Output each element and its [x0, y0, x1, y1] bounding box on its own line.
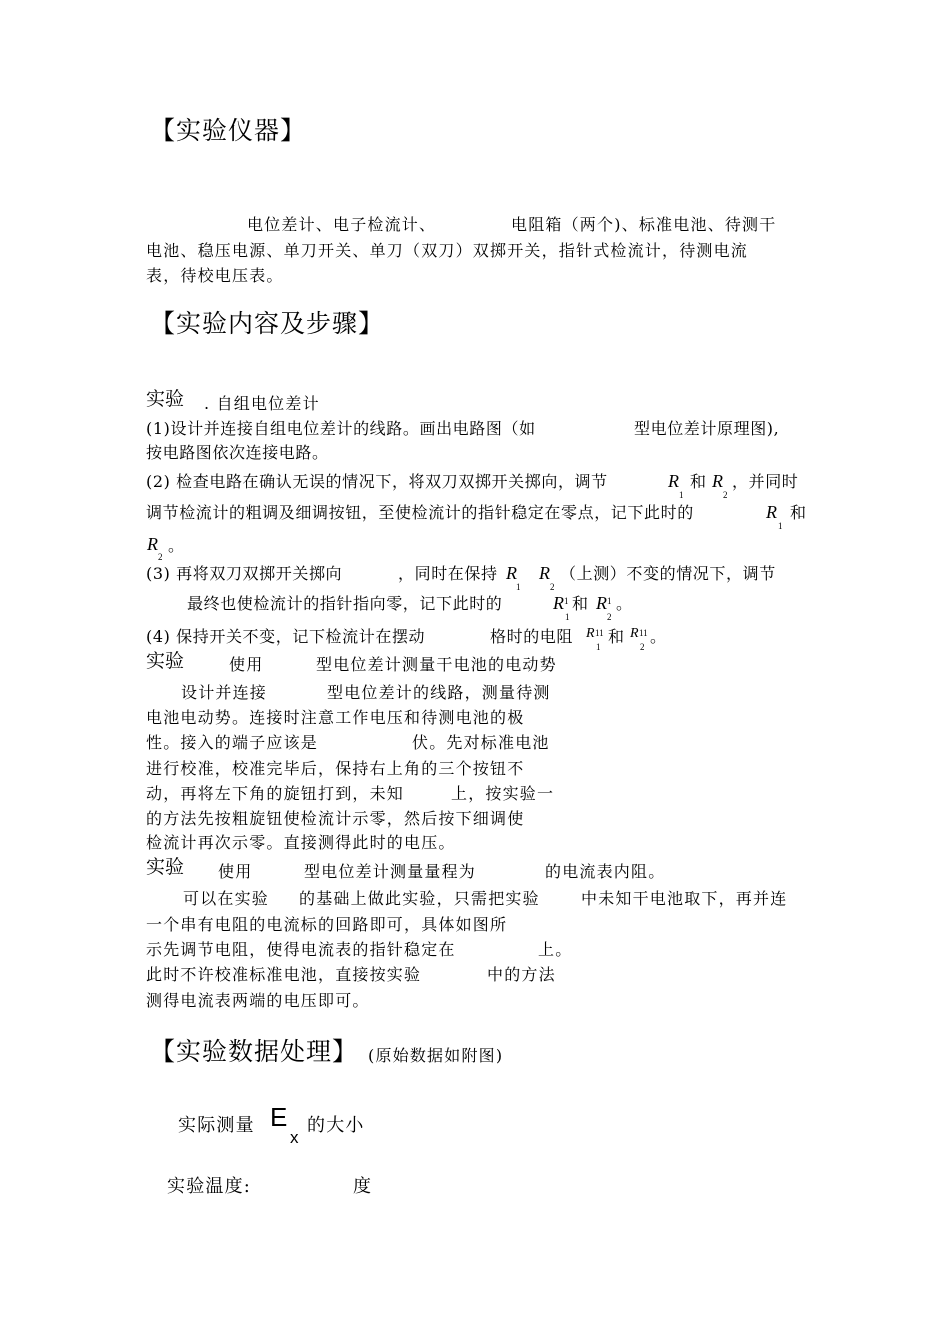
exp1-step2-b: 和 [690, 472, 707, 491]
exp1-step3-a: (3) 再将双刀双掷开关掷向 [146, 564, 343, 583]
exp1-title: . 自组电位差计 [204, 394, 320, 413]
temperature-unit: 度 [353, 1176, 373, 1197]
exp2-label: 实验 [146, 650, 185, 672]
symbol-r2-prime-sup: 1 [607, 596, 612, 606]
exp1-step4-d: 。 [650, 627, 667, 646]
content-heading: 【实验内容及步骤】 [150, 309, 385, 338]
exp1-step4-b: 格时的电阻 [490, 627, 574, 646]
instruments-heading: 【实验仪器】 [150, 116, 307, 145]
symbol-r2-sub: 2 [723, 490, 728, 500]
exp3-line-4a: 此时不许校准标准电池，直接按实验 [146, 965, 422, 984]
symbol-r1-dprime-sup: 11 [595, 628, 604, 638]
symbol-r1-prime: R [553, 593, 564, 613]
symbol-r1b: R [766, 502, 777, 522]
measure-label-a: 实际测量 [178, 1115, 255, 1136]
exp3-title-a: 使用 [218, 862, 253, 881]
exp3-line-1a: 可以在实验 [183, 889, 270, 908]
exp2-title-a: 使用 [229, 655, 264, 674]
exp2-line-5a: 动，再将左下角的旋钮打到，未知 [146, 784, 405, 803]
instruments-line-1b: 电阻箱（两个)、标准电池、待测干 [511, 215, 777, 234]
exp1-step1-c: 按电路图依次连接电路。 [146, 443, 329, 462]
exp1-step3-c: （上测）不变的情况下，调节 [560, 564, 776, 583]
measure-label-b: 的大小 [307, 1115, 365, 1136]
exp3-line-3a: 示先调节电阻，使得电流表的指针稳定在 [146, 940, 456, 959]
exp3-line-2: 一个串有电阻的电流标的回路即可，具体如图所 [146, 915, 508, 934]
exp3-line-1c: 中未知干电池取下，再并连 [581, 889, 788, 908]
exp1-step2-e: 和 [790, 503, 807, 522]
symbol-r1-dprime-sub: 1 [596, 642, 601, 652]
exp2-line-3b: 伏。先对标准电池 [412, 733, 550, 752]
symbol-r2-dprime: R [630, 626, 639, 641]
symbol-r2: R [712, 471, 723, 491]
exp1-step2-f: 。 [168, 536, 185, 555]
exp3-title-c: 的电流表内阻。 [545, 862, 666, 881]
exp1-step3-d: 最终也使检流计的指针指向零，记下此时的 [187, 594, 503, 613]
symbol-r2b-sub: 2 [158, 552, 163, 562]
symbol-r1: R [668, 471, 679, 491]
symbol-r2c-sub: 2 [550, 582, 555, 592]
exp1-label: 实验 [146, 388, 185, 410]
exp3-line-1b: 的基础上做此实验，只需把实验 [299, 889, 540, 908]
symbol-r1b-sub: 1 [778, 521, 783, 531]
symbol-r2c: R [539, 563, 550, 583]
exp1-step3-e: 和 [572, 594, 589, 613]
symbol-e-sub-x: x [290, 1128, 299, 1147]
symbol-r1c-sub: 1 [516, 582, 521, 592]
symbol-r1c: R [506, 563, 517, 583]
exp2-line-6: 的方法先按粗旋钮使检流计示零，然后按下细调使 [146, 809, 525, 828]
symbol-r2-prime-sub: 2 [607, 612, 612, 622]
exp1-step4-a: (4) 保持开关不变，记下检流计在摆动 [146, 627, 426, 646]
exp1-step2-a: (2) 检查电路在确认无误的情况下，将双刀双掷开关掷向，调节 [146, 472, 608, 491]
exp2-line-1b: 型电位差计的线路，测量待测 [327, 683, 551, 702]
instruments-line-2: 电池、稳压电源、单刀开关、单刀（双刀）双掷开关，指针式检流计，待测电流 [146, 241, 749, 260]
exp2-line-5b: 上，按实验一 [451, 784, 555, 803]
exp2-line-7: 检流计再次示零。直接测得此时的电压。 [146, 833, 456, 852]
exp2-line-4: 进行校准，校准完毕后，保持右上角的三个按钮不 [146, 759, 525, 778]
instruments-line-3: 表，待校电压表。 [146, 266, 284, 285]
exp3-title-b: 型电位差计测量量程为 [304, 862, 477, 881]
exp1-step4-c: 和 [608, 627, 625, 646]
symbol-r2-dprime-sup: 11 [639, 628, 648, 638]
exp1-step3-b: ，同时在保持 [398, 564, 498, 583]
exp1-step3-f: 。 [616, 594, 633, 613]
symbol-r1-prime-sup: 1 [564, 596, 569, 606]
exp1-step2-d: 调节检流计的粗调及细调按钮，至使检流计的指针稳定在零点，记下此时的 [146, 503, 694, 522]
exp1-step1-b: 型电位差计原理图), [634, 419, 780, 438]
exp3-line-5: 测得电流表两端的电压即可。 [146, 991, 370, 1010]
exp1-step1-a: (1)设计并连接自组电位差计的线路。画出电路图（如 [146, 419, 536, 438]
exp1-step2-c: ，并同时 [732, 472, 799, 491]
exp2-line-3a: 性。接入的端子应该是 [146, 733, 319, 752]
exp2-line-2: 电池电动势。连接时注意工作电压和待测电池的极 [146, 708, 525, 727]
data-heading: 【实验数据处理】 [150, 1037, 359, 1066]
instruments-line-1a: 电位差计、电子检流计、 [247, 215, 437, 234]
exp2-line-1a: 设计并连接 [181, 683, 268, 702]
symbol-r2b: R [147, 534, 158, 554]
temperature-label: 实验温度: [167, 1176, 252, 1197]
symbol-r1-sub: 1 [679, 490, 684, 500]
data-note: (原始数据如附图) [368, 1046, 504, 1065]
symbol-r2-prime: R [596, 593, 607, 613]
exp2-title-b: 型电位差计测量干电池的电动势 [316, 655, 557, 674]
symbol-r1-dprime: R [586, 626, 595, 641]
exp3-line-3b: 上。 [538, 940, 573, 959]
exp3-line-4b: 中的方法 [487, 965, 556, 984]
symbol-e: E [270, 1102, 288, 1132]
symbol-r2-dprime-sub: 2 [640, 642, 645, 652]
symbol-r1-prime-sub: 1 [565, 612, 570, 622]
exp3-label: 实验 [146, 856, 185, 878]
